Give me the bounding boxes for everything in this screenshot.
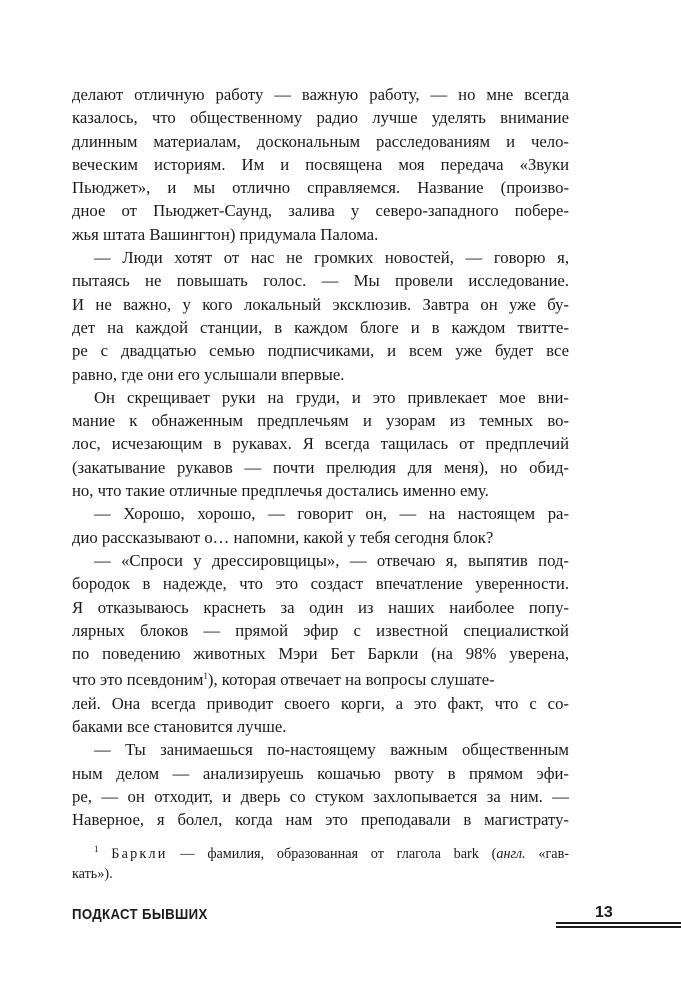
text-line: делают отличную работу — важную работу, — но мне всегда	[72, 85, 569, 104]
text-line: Наверное, я болел, когда нам это преподавали в магистрату-	[72, 810, 569, 830]
text-fragment: ), которая отвечает на вопросы слушате-	[207, 670, 495, 690]
running-footer-title: ПОДКАСТ БЫВШИХ	[72, 906, 208, 923]
text-line: — Люди хотят от нас не громких новостей, — говорю я,	[94, 248, 569, 268]
footnote-reference: 1	[203, 671, 208, 682]
text-line: но, что такие отличные предплечья достались именно ему.	[72, 481, 489, 501]
text-line: (закатывание рукавов — почти прелюдия для меня), но обид-	[72, 457, 569, 477]
footnote-line: кать»).	[72, 865, 113, 882]
text-line: ным делом — анализируешь кошачью рвоту в прямом эфи-	[72, 763, 569, 783]
text-line: лос, исчезающим в рукавах. Я всегда тащилась от предплечий	[72, 434, 569, 454]
text-line: Я отказываюсь краснеть за один из наших наиболее попу-	[72, 597, 569, 617]
text-line: равно, где они его услышали впервые.	[72, 364, 345, 384]
page-number: 13	[595, 904, 613, 921]
text-line: Пьюджет», и мы отлично справляемся. Название (произво-	[72, 178, 569, 198]
text-line: дет на каждой станции, в каждом блоге и в каждом твитте-	[72, 317, 569, 337]
text-line: баками все становится лучше.	[72, 717, 287, 737]
text-line: веческим историям. Им и посвящена моя передача «Звуки	[72, 154, 569, 174]
text-line: лей. Она всегда приводит своего корги, а это факт, что с со-	[72, 693, 569, 713]
text-line: — «Спроси у дрессировщицы», — отвечаю я, выпятив под-	[94, 550, 569, 570]
footer-rule-line	[556, 926, 681, 928]
body-text	[72, 83, 569, 832]
text-line: по поведению животных Мэри Бет Баркли (на 98% уверена,	[72, 644, 569, 664]
footnote-line	[72, 840, 569, 865]
text-line: лярных блоков — прямой эфир с известной специалисткой	[72, 620, 569, 640]
footnote-marker: 1	[94, 844, 99, 854]
footnote-language: англ.	[496, 846, 526, 862]
footnote-text: — фамилия, образованная от глагола bark (	[167, 846, 497, 862]
text-line: — Хорошо, хорошо, — говорит он, — на настоящем ра-	[94, 504, 569, 524]
text-fragment: что это псевдоним	[72, 670, 204, 690]
footnote	[72, 840, 569, 884]
text-line: длинным материалам, доскональным расследованиям и чело-	[72, 131, 569, 151]
text-line: жья штата Вашингтон) придумала Палома.	[72, 224, 379, 244]
text-line: казалось, что общественному радио лучше уделять внимание	[72, 108, 569, 128]
text-line: пытаясь не повышать голос. — Мы провели исследование.	[72, 271, 569, 291]
footer-rule	[556, 922, 681, 930]
text-line: дио рассказывают о… напомни, какой у тебя сегодня блок?	[72, 527, 494, 547]
footnote-term: Баркли	[111, 846, 168, 862]
text-line: Он скрещивает руки на груди, и это привлекает мое вни-	[94, 387, 569, 407]
footnote-text: «гав-	[525, 846, 569, 862]
text-line: — Ты занимаешься по-настоящему важным общественным	[94, 740, 569, 760]
text-line: ре, — он отходит, и дверь со стуком захлопывается за ним. —	[72, 786, 569, 806]
text-line: И не важно, у кого локальный эксклюзив. Завтра он уже бу-	[72, 294, 569, 314]
text-line: дное от Пьюджет-Саунд, залива у северо-западного побере-	[72, 201, 569, 221]
footer-rule-line	[556, 922, 681, 924]
text-line: бородок в надежде, что это создаст впечатление уверенности.	[72, 574, 569, 594]
text-line: мание к обнаженным предплечьям и узорам из темных во-	[72, 411, 569, 431]
text-line-with-footnote	[72, 665, 569, 691]
text-line: ре с двадцатью семью подписчиками, и всем уже будет все	[72, 341, 569, 361]
